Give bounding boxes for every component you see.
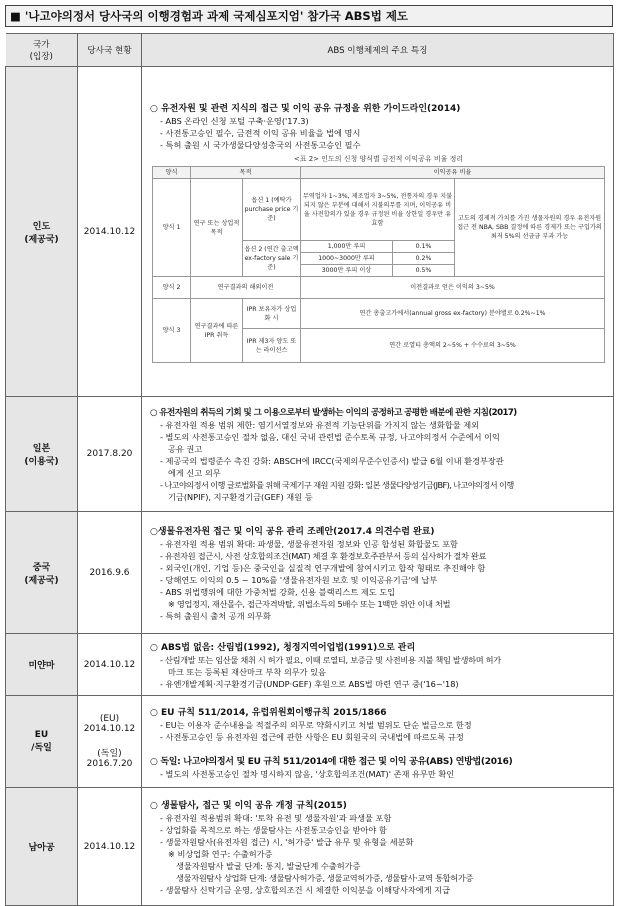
subtable-caption: <표 2> 인도의 신청 양식별 금전적 이익공유 비율 정리 (293, 155, 464, 163)
list-item: - 당해연도 이익의 0.5 ~ 10%를 '생물유전자원 보호 및 이익공유기금'에 납부 (160, 575, 438, 585)
section-heading: ○생물유전자원 접근 및 이익 공유 관리 조례안(2017.4 의견수렴 완료) (150, 527, 435, 537)
list-item: - 유전자원 적용 범위 제한: 염기서열정보와 유전적 기능단위를 가지지 않는 생화합물 제외 (160, 420, 480, 430)
list-item: - EU는 이용자 준수내용을 적절주의 의무로 약화시키고 처벌 범위도 단순 벌금으로 한정 (160, 719, 472, 730)
tier-label: 1,000만 루피 (301, 241, 393, 253)
description-cell (142, 512, 614, 634)
country-cell: 인도 (제공국) (6, 67, 78, 397)
subtable-header: 이익공유 비율 (301, 167, 605, 179)
country-cell: EU /독일 (6, 696, 78, 788)
form-label: 양식 3 (153, 299, 191, 363)
list-item: - 나고야의정서 이행 글로벌화를 위해 국제기구 재원 지원 강화: 일본 생물다양성기금(JBF), 나고야의정서 이행 (160, 480, 514, 490)
tier-label: 1000~3000만 루피 (301, 253, 393, 265)
abs-table (5, 33, 614, 906)
upfront-text: 고도의 경제적 가치를 가진 생물자원의 경우 유전자원 접근 전 NBA, SBB 결정에 따른 경제가 또는 구입가의 최저 5%의 선금금 부과 가능 (455, 179, 605, 277)
form-label: 양식 2 (153, 277, 191, 299)
list-item: ※ 비상업화 연구: 수출허가증 (168, 849, 273, 859)
tier-label: 3000만 루피 이상 (301, 265, 393, 277)
table-row (6, 512, 614, 634)
list-item: - 별도의 사전통고승인 절차 명시하지 않음, '상호합의조건(MAT)' 존재 유무만 확인 (160, 768, 455, 779)
option-text: 연간 총출고가에서(annual gross ex-factory) 분야별로 0.2%~1% (301, 299, 605, 329)
table-row (6, 67, 614, 397)
date-germany: (독일) 2016.7.20 (86, 749, 133, 769)
list-item: - 별도의 사전통고승인 절차 없음, 대신 국내 관련법 준수토록 규정, 나고야의정서 수준에서 이익 (160, 432, 500, 442)
description-cell (142, 696, 614, 788)
form-purpose: 연구 또는 상업적 목적 (191, 179, 243, 277)
country-cell: 중국 (제공국) (6, 512, 78, 634)
list-item: - 산림개발 또는 임산물 채취 시 허가 필요, 이때 로열티, 보증금 및 사전비용 지불 책임 발생하며 허가 (160, 655, 501, 665)
list-item: 기금(NPIF), 지구환경기금(GEF) 재원 등 (168, 492, 313, 502)
date-cell: 2014.10.12 (78, 67, 142, 397)
tier-rate: 0.1% (393, 241, 455, 253)
description-cell (142, 67, 614, 397)
list-item: - 유엔개발계획·지구환경기금(UNDP·GEF) 후원으로 ABS법 마련 연구 중('16~'18) (160, 679, 459, 689)
tier-rate: 0.2% (393, 253, 455, 265)
list-item: - ABS 온라인 신청 포털 구축·운영('17.3) (160, 116, 309, 126)
form-label: 양식 1 (153, 179, 191, 277)
header-country: 국가 (입장) (6, 34, 78, 67)
list-item: - 상업화를 목적으로 하는 생물탐사는 사전통고승인을 받아야 함 (160, 825, 387, 835)
country-cell: 일본 (이용국) (6, 397, 78, 512)
list-item: - 유전자원 적용범위 확대: '토착 유전 및 생물자원'과 파생물 포함 (160, 813, 392, 823)
list-item: ※ 영업정지, 재산몰수, 접근자격박탈, 위법소득의 5배수 또는 1백만 위안 이내 처벌 (168, 599, 451, 609)
table-row (6, 397, 614, 512)
option-text: 무역업자 1~3%, 제조업자 3~5%, 전통자의 경우 지불되지 않은 부분에 대해서 지불의무를 지며, 이익공유 비율 사전합의가 있을 경우 규정된 비율 상한일 경우만 유효함 (301, 179, 455, 241)
page-title: ■ '나고야의정서 당사국의 이행경험과 과제 국제심포지엄' 참가국 ABS법 제도 (5, 5, 613, 27)
table-row (6, 788, 614, 906)
description-cell (142, 634, 614, 696)
list-item: 마크 또는 등록된 재산마크 부착 의무가 있음 (168, 667, 326, 677)
list-item: 공유 권고 (168, 444, 203, 454)
list-item: - 사전통고승인 등 유전자원 접근에 관한 사항은 EU 회원국의 국내법에 따르도록 규정 (160, 731, 464, 742)
list-item: - 사전통고승인 필수, 금전적 이익 공유 비율을 법에 명시 (160, 128, 361, 138)
section-heading: ○ ABS법 없음: 산림법(1992), 청정지역어업법(1991)으로 관리 (150, 643, 416, 653)
date-cell: 2014.10.12 (78, 788, 142, 906)
option-text: 연간 로열티 총액의 2~5% + 수수료의 3~5% (301, 329, 605, 363)
subtable-header: 목적 (191, 167, 301, 179)
section-heading: ○ 유전자원 및 관련 지식의 접근 및 이익 공유 규정을 위한 가이드라인(2014) (150, 104, 461, 114)
country-cell: 남아공 (6, 788, 78, 906)
country-cell: 미얀마 (6, 634, 78, 696)
date-cell: 2016.9.6 (78, 512, 142, 634)
option-label: IPR 제3자 양도 또는 라이선스 (243, 329, 301, 363)
list-item: - 특허 출원시 출처 공개 의무화 (160, 611, 271, 621)
list-item: - 외국인(개인, 기업 등)은 중국인을 실질적 연구개발에 참여시키고 합작 형태로 추진해야 함 (160, 563, 486, 573)
option-label: 옵션 1 (예탁가 purchase price 기준) (243, 179, 301, 241)
list-item: 생물자원탐사 발굴 단계: 통지, 발굴단계 수출허가증 (176, 861, 361, 871)
section-heading: ○ 생물탐사, 접근 및 이익 공유 개정 규칙(2015) (150, 801, 347, 811)
list-item: - 유전자원 적용 범위 확대: 파생물, 생물유전자원 정보와 인공 합성된 화합물도 포함 (160, 539, 458, 549)
form-purpose: 연구결과에 따른 IPR 취득 (191, 299, 243, 363)
date-cell (78, 696, 142, 788)
benefit-sharing-table (152, 166, 605, 363)
list-item: - ABS 위법행위에 대한 가중처벌 강화, 신용 블랙리스트 제도 도입 (160, 587, 396, 597)
table-row (6, 634, 614, 696)
subtable-header: 양식 (153, 167, 191, 179)
date-cell: 2014.10.12 (78, 634, 142, 696)
description-cell (142, 788, 614, 906)
header-features: ABS 이행체제의 주요 특징 (142, 34, 614, 67)
list-item: 에게 신고 의무 (168, 468, 221, 478)
form-text: 이전결과로 얻은 이익의 3~5% (301, 277, 605, 299)
list-item: - 유전자원 접근시, 사전 상호합의조건(MAT) 체결 후 환경보호주관부서 등의 심사허가 절차 완료 (160, 551, 487, 561)
section-heading: ○ 독일: 나고야의정서 및 EU 규칙 511/2014에 대한 접근 및 이익 공유(ABS) 연방법(2016) (150, 756, 513, 767)
list-item: - 생물자원탐사(유전자원 접근) 시, '허가증' 발급 유무 및 유형을 세분화 (160, 837, 414, 847)
header-row (6, 34, 614, 67)
list-item: - 생물탐사 신탁기금 운영, 상호합의조건 시 체결한 이익분을 이해당사자에게 지급 (160, 885, 450, 895)
list-item: 생물자원탐사 상업화 단계: 생물탐사허가증, 생물교역허가증, 생물탐사·교역 통합허가증 (176, 873, 474, 883)
description-cell (142, 397, 614, 512)
date-eu: (EU) 2014.10.12 (83, 714, 136, 734)
section-heading: ○ EU 규칙 511/2014, 유럽위원회이행규칙 2015/1866 (150, 707, 387, 718)
date-cell: 2017.8.20 (78, 397, 142, 512)
header-status: 당사국 현황 (78, 34, 142, 67)
form-purpose: 연구결과의 해외이전 (191, 277, 301, 299)
list-item: - 특허 출원 시 국가생물다양성총국의 사전통고승인 필수 (160, 140, 361, 150)
list-item: - 제공국의 법령준수 촉진 강화: ABSCH에 IRCC(국제의무준수인증서) 발급 6월 이내 환경부장관 (160, 456, 504, 466)
option-label: IPR 보유자가 상업화 시 (243, 299, 301, 329)
tier-rate: 0.5% (393, 265, 455, 277)
table-row (6, 696, 614, 788)
option-label: 옵션 2 (연간 출고액 ex-factory sale 기준) (243, 241, 301, 277)
section-heading: ○ 유전자원의 취득의 기회 및 그 이용으로부터 발생하는 이익의 공정하고 공평한 배분에 관한 지침(2017) (150, 408, 517, 418)
